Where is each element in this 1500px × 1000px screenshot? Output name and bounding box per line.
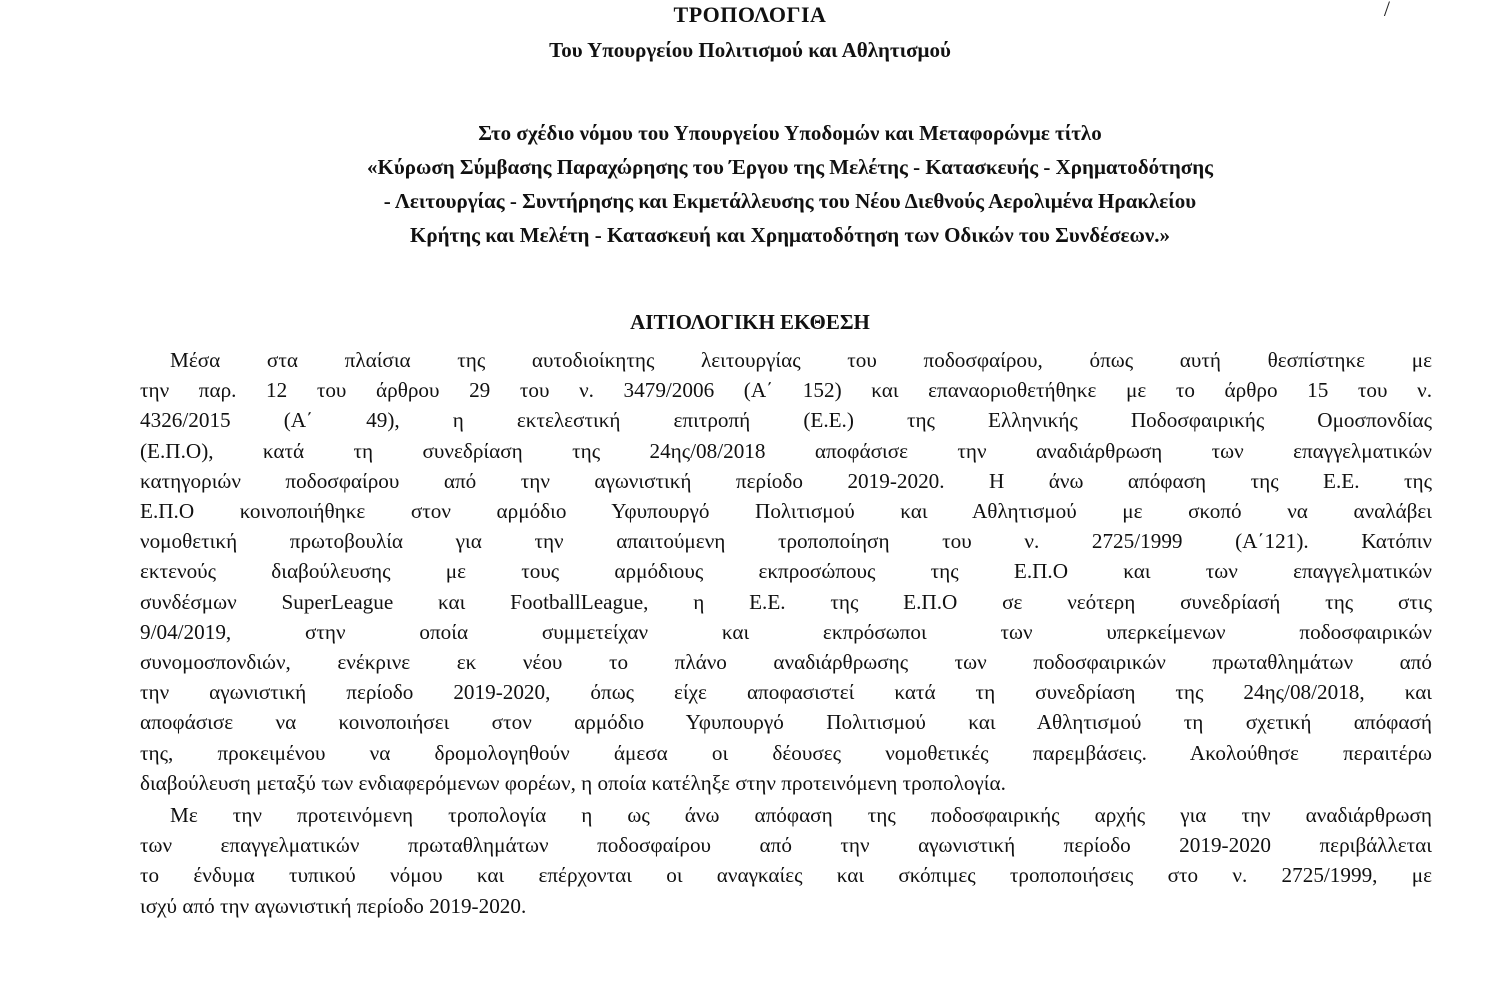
bill-title-block	[120, 116, 1460, 252]
text-line: 9/04/2019, στην οποία συμμετείχαν και εκπρόσωποι των υπερκείμενων ποδοσφαιρικών	[140, 619, 1432, 644]
text-line: κατηγοριών ποδοσφαίρου από την αγωνιστική περίοδο 2019-2020. Η άνω απόφαση της Ε.Ε. της	[140, 468, 1432, 493]
report-body	[140, 345, 1432, 921]
bill-title-line: Στο σχέδιο νόμου του Υπουργείου Υποδομών και Μεταφορώνμε τίτλο	[478, 121, 1102, 145]
document-title: ΤΡΟΠΟΛΟΓΙΑ	[673, 2, 827, 27]
text-line: την παρ. 12 του άρθρου 29 του ν. 3479/2006 (Α΄ 152) και επαναοριοθετήθηκε με το άρθρο 15 του ν.	[140, 378, 1432, 403]
text-line: συνδέσμων SuperLeague και FootballLeague, η Ε.Ε. της Ε.Π.Ο σε νεότερη συνεδρίασή της στις	[140, 589, 1432, 614]
document-subtitle: Του Υπουργείου Πολιτισμού και Αθλητισμού	[549, 38, 951, 62]
text-line: εκτενούς διαβούλευσης με τους αρμόδιους εκπροσώπους της Ε.Π.Ο και των επαγγελματικών	[140, 559, 1432, 584]
text-line: (Ε.Π.Ο), κατά τη συνεδρίαση της 24ης/08/2018 αποφάσισε την αναδιάρθρωση των επαγγελματικών	[140, 438, 1432, 463]
text-line: της, προκειμένου να δρομολογηθούν άμεσα οι δέουσες νομοθετικές παρεμβάσεις. Ακολούθησε περαιτέρω	[140, 740, 1432, 765]
text-line: Μέσα στα πλαίσια της αυτοδιοίκητης λειτουργίας του ποδοσφαίρου, όπως αυτή θεσπίστηκε με	[170, 348, 1432, 372]
text-line: το ένδυμα τυπικού νόμου και επέρχονται οι αναγκαίες και σκόπιμες τροποποιήσεις στο ν. 2725/1999, με	[140, 863, 1432, 888]
paragraph-2	[140, 800, 1432, 921]
text-line: διαβούλευση μεταξύ των ενδιαφερόμενων φορέων, η οποία κατέληξε στην προτεινόμενη τροπολογία.	[140, 770, 1006, 795]
report-heading: ΑΙΤΙΟΛΟΓΙΚΗ ΕΚΘΕΣΗ	[630, 310, 870, 334]
corner-mark: /	[1383, 0, 1390, 21]
text-line: αποφάσισε να κοινοποιήσει στον αρμόδιο Υφυπουργό Πολιτισμού και Αθλητισμού τη σχετική απόφασή	[140, 710, 1432, 735]
bill-title-line: - Λειτουργίας - Συντήρησης και Εκμετάλλευσης του Νέου Διεθνούς Αερολιμένα Ηρακλείου	[383, 189, 1197, 213]
text-line: Με την προτεινόμενη τροπολογία η ως άνω απόφαση της ποδοσφαιρικής αρχής για την αναδιάρθρωση	[170, 803, 1432, 828]
text-line: συνομοσπονδιών, ενέκρινε εκ νέου το πλάνο αναδιάρθρωσης των ποδοσφαιρικών πρωταθλημάτων από	[140, 650, 1432, 675]
text-line: ισχύ από την αγωνιστική περίοδο 2019-2020.	[140, 893, 527, 918]
text-line: νομοθετική πρωτοβουλία για την απαιτούμενη τροποποίηση του ν. 2725/1999 (Α΄121). Κατόπιν	[140, 529, 1432, 554]
text-line: Ε.Π.Ο κοινοποιήθηκε στον αρμόδιο Υφυπουργό Πολιτισμού και Αθλητισμού με σκοπό να αναλάβει	[140, 499, 1432, 524]
text-line: 4326/2015 (Α΄ 49), η εκτελεστική επιτροπή (Ε.Ε.) της Ελληνικής Ποδοσφαιρικής Ομοσπονδίας	[140, 408, 1432, 433]
bill-title-line: «Κύρωση Σύμβασης Παραχώρησης του Έργου της Μελέτης - Κατασκευής - Χρηματοδότησης	[367, 155, 1213, 179]
text-line: των επαγγελματικών πρωταθλημάτων ποδοσφαίρου από την αγωνιστική περίοδο 2019-2020 περιβάλλεται	[140, 833, 1432, 858]
bill-title-line: Κρήτης και Μελέτη - Κατασκευή και Χρηματοδότηση των Οδικών του Συνδέσεων.»	[410, 223, 1170, 247]
paragraph-1	[140, 345, 1432, 798]
text-line: την αγωνιστική περίοδο 2019-2020, όπως είχε αποφασιστεί κατά τη συνεδρίαση της 24ης/08/2018, και	[140, 680, 1432, 705]
